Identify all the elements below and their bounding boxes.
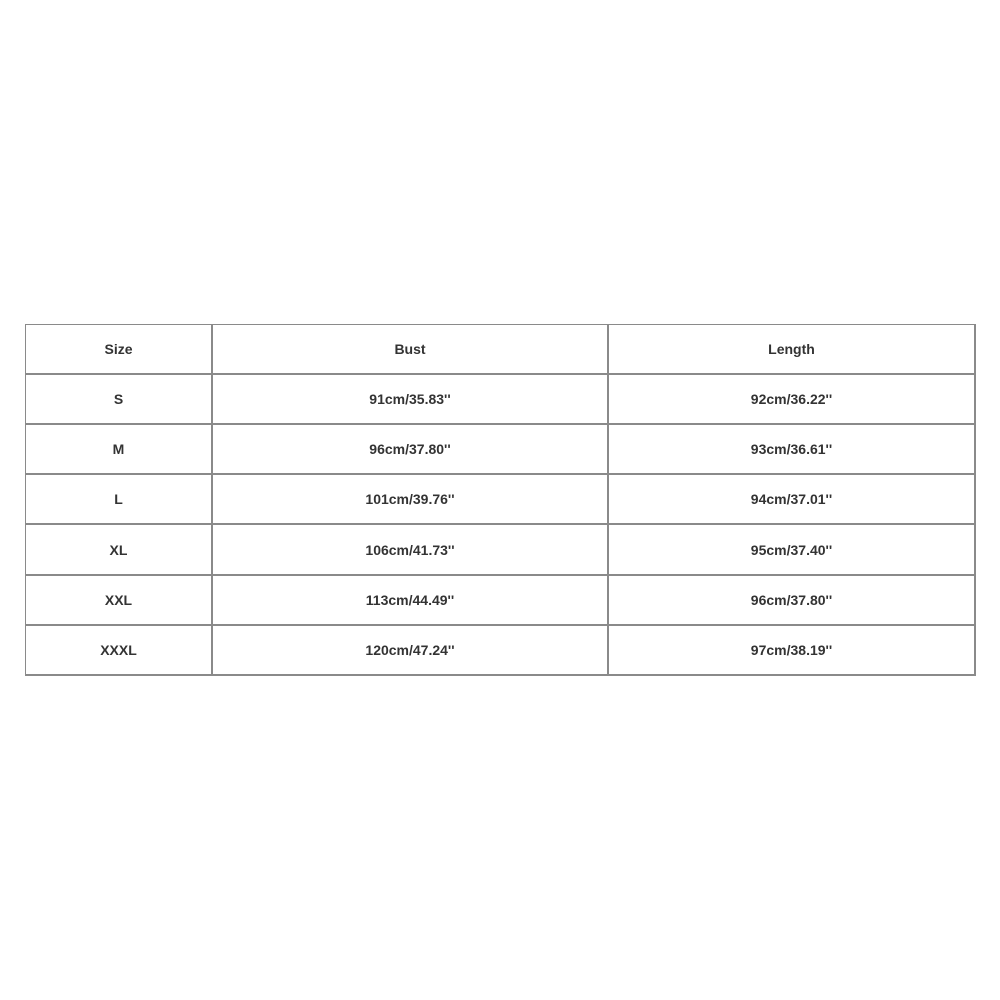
bust-cell: 120cm/47.24'' bbox=[213, 626, 609, 676]
length-cell: 94cm/37.01'' bbox=[609, 475, 976, 525]
header-size: Size bbox=[26, 325, 213, 375]
size-cell: L bbox=[26, 475, 213, 525]
table-row bbox=[26, 626, 976, 676]
bust-cell: 91cm/35.83'' bbox=[213, 375, 609, 425]
table-row bbox=[26, 475, 976, 525]
length-cell: 96cm/37.80'' bbox=[609, 576, 976, 626]
length-cell: 97cm/38.19'' bbox=[609, 626, 976, 676]
size-cell: S bbox=[26, 375, 213, 425]
length-cell: 93cm/36.61'' bbox=[609, 425, 976, 475]
size-cell: M bbox=[26, 425, 213, 475]
bust-cell: 101cm/39.76'' bbox=[213, 475, 609, 525]
bust-cell: 96cm/37.80'' bbox=[213, 425, 609, 475]
table-header-row bbox=[26, 325, 976, 375]
header-length: Length bbox=[609, 325, 976, 375]
size-cell: XXL bbox=[26, 576, 213, 626]
size-chart-table bbox=[25, 324, 976, 676]
length-cell: 92cm/36.22'' bbox=[609, 375, 976, 425]
length-cell: 95cm/37.40'' bbox=[609, 525, 976, 575]
size-cell: XXXL bbox=[26, 626, 213, 676]
bust-cell: 106cm/41.73'' bbox=[213, 525, 609, 575]
size-cell: XL bbox=[26, 525, 213, 575]
table-row bbox=[26, 576, 976, 626]
table-row bbox=[26, 375, 976, 425]
header-bust: Bust bbox=[213, 325, 609, 375]
table-row bbox=[26, 425, 976, 475]
bust-cell: 113cm/44.49'' bbox=[213, 576, 609, 626]
table-row bbox=[26, 525, 976, 575]
